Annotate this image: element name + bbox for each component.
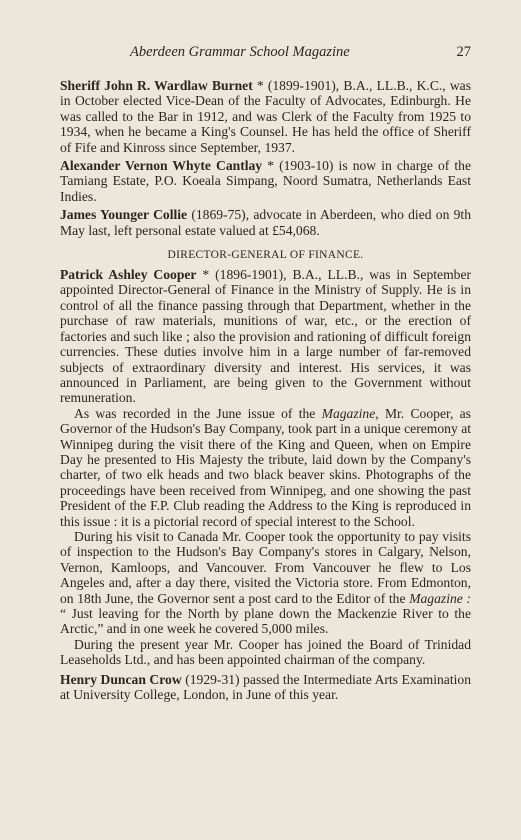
paragraph-text: , Mr. Cooper, as Governor of the Hudson's Bay Company, took part in a unique ceremony at Winnipeg during the visit there of the King and Queen, when on Empire Day he presented to His Majesty the tribute, laid down by the Company's charter, of two elk heads and two black beaver skins. Photographs of the proceedings have been received from Winnipeg, and one showing the past President of the F.P. Club reading the Address to the King is reproduced in this issue : it is a pictorial record of special interest to the School. xyxy=(60,405,471,529)
running-title: Aberdeen Grammar School Magazine xyxy=(130,44,350,60)
entry-name: Sheriff John R. Wardlaw Burnet xyxy=(60,78,253,93)
cooper-paragraph-3 xyxy=(60,529,471,637)
entry-name: Patrick Ashley Cooper xyxy=(60,267,197,283)
entry-name: James Younger Collie xyxy=(60,207,188,223)
magazine-title: Magazine : xyxy=(409,590,471,606)
entry-collie xyxy=(60,207,471,238)
entry-text: * (1903-10) is now in charge of the Tamiang Estate, P.O. Koeala Simpang, Noord Sumatra, Netherlands East Indies. xyxy=(60,158,471,204)
entry-crow xyxy=(60,672,471,703)
entry-burnet xyxy=(60,78,471,155)
section-heading: DIRECTOR-GENERAL OF FINANCE. xyxy=(167,249,364,262)
paragraph-text: As was recorded in the June issue of the xyxy=(74,405,322,421)
entry-name: Alexander Vernon Whyte Cantlay xyxy=(60,158,263,174)
entry-text: (1929-31) passed the Intermediate Arts Examination at University College, London, in June of this year. xyxy=(60,671,471,703)
entry-cooper xyxy=(60,267,471,406)
entry-text: * (1896-1901), B.A., LL.B., was in September appointed Director-General of Finance in the Ministry of Supply. He is in control of all the finance passing through that Department, whether in the purchase of raw materials, munitions of war, etc., or the erection of factories and such like ; also the provision and rationing of difficult foreign currencies. These duties involve him in a large number of far-removed subjects of extraordinary diversity and interest. His services, it was announced in Parliament, are being given to the Government without remuneration. xyxy=(60,267,471,406)
page-header xyxy=(60,44,471,66)
entry-text: * (1899-1901), B.A., LL.B., K.C., was in October elected Vice-Dean of the Faculty of Advocates, Edinburgh. He was called to the Bar in 1912, and was Clerk of the Faculty from 1925 to 1934, when he became a King's Counsel. He has held the office of Sheriff of Fife and Kinross since September, 1937. xyxy=(60,78,471,155)
entry-name: Henry Duncan Crow xyxy=(60,671,182,687)
paragraph-text: “ Just leaving for the North by plane down the Mackenzie River to the Arctic,” and in one week he covered 5,000 miles. xyxy=(60,606,471,637)
entry-cantlay xyxy=(60,158,471,204)
entry-text: (1869-75), advocate in Aberdeen, who died on 9th May last, left personal estate valued at £54,068. xyxy=(60,207,472,238)
cooper-paragraph-4: During the present year Mr. Cooper has joined the Board of Trinidad Leaseholds Ltd., and has been appointed chairman of the company. xyxy=(60,636,471,668)
page-number: 27 xyxy=(456,44,471,60)
magazine-title: Magazine xyxy=(321,405,376,421)
paragraph-text: During his visit to Canada Mr. Cooper took the opportunity to pay visits of inspection to the Hudson's Bay Company's stores in Calgary, Nelson, Vernon, Kamloops, and Vancouver. From Vancouver he flew to Los Angeles and, after a day there, visited the Victoria store. From Edmonton, on 18th June, the Governor sent a post card to the Editor of the xyxy=(60,528,471,606)
cooper-paragraph-2 xyxy=(60,406,471,529)
